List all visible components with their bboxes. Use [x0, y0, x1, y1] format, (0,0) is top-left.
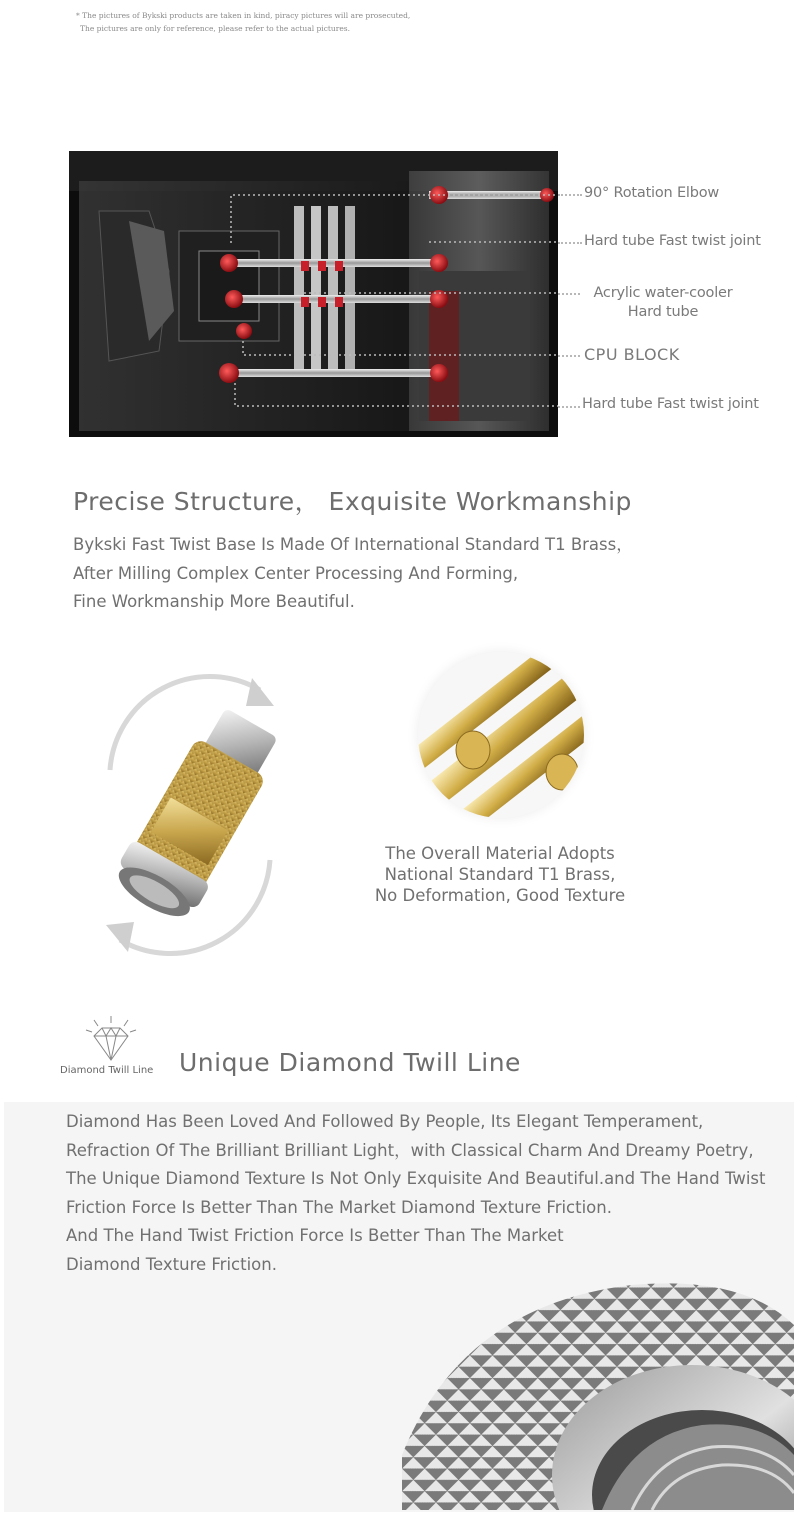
disclaimer-line-2: The pictures are only for reference, please refer to the actual pictures. [80, 24, 350, 33]
leader-joint-top [558, 242, 582, 244]
diamond-icon [84, 1016, 138, 1066]
leader-elbow [558, 194, 582, 196]
callout-acrylic-line1: Acrylic water-cooler [593, 285, 733, 301]
fitting-illustration [70, 660, 290, 970]
brass-rods-closeup [418, 652, 584, 818]
disclaimer-line-1: * The pictures of Bykski products are taken in kind, piracy pictures will are prosecuted, [76, 11, 411, 20]
section-title-precise: Precise Structure， Exquisite Workmanship [73, 487, 632, 516]
paragraph-line: After Milling Complex Center Processing And Forming, [73, 563, 519, 583]
section-paragraph-precise [73, 531, 633, 617]
material-line: The Overall Material Adopts [385, 844, 615, 863]
paragraph-line: The Unique Diamond Texture Is Not Only Exquisite And Beautiful.and The Hand Twist [66, 1169, 766, 1189]
callout-cpu-block: CPU BLOCK [584, 345, 680, 364]
material-description [360, 843, 640, 906]
paragraph-line: And The Hand Twist Friction Force Is Better Than The Market [66, 1226, 564, 1246]
knurled-ring-closeup [402, 1265, 794, 1510]
callout-elbow: 90° Rotation Elbow [584, 185, 720, 201]
section-title-diamond: Unique Diamond Twill Line [179, 1048, 521, 1077]
paragraph-line: Friction Force Is Better Than The Market Diamond Texture Friction. [66, 1197, 612, 1217]
callout-acrylic [584, 284, 742, 322]
paragraph-line: Fine Workmanship More Beautiful. [73, 592, 355, 611]
paragraph-line: Refraction Of The Brilliant Brilliant Light，with Classical Charm And Dreamy Poetry, [66, 1140, 754, 1160]
leader-acrylic [558, 293, 580, 295]
leader-cpu [558, 355, 580, 357]
material-line: No Deformation, Good Texture [374, 886, 626, 905]
paragraph-line: Diamond Has Been Loved And Followed By People, Its Elegant Temperament, [66, 1112, 704, 1131]
leader-joint-bottom [558, 406, 580, 408]
paragraph-line: Diamond Texture Friction. [66, 1254, 277, 1274]
section-paragraph-diamond [66, 1108, 765, 1280]
callout-joint-top: Hard tube Fast twist joint [584, 233, 761, 249]
material-line: National Standard T1 Brass, [384, 865, 616, 884]
callout-acrylic-line2: Hard tube [627, 304, 699, 320]
callout-joint-bottom: Hard tube Fast twist joint [582, 396, 759, 412]
hero-photo [69, 151, 558, 437]
diamond-icon-caption: Diamond Twill Line [60, 1065, 154, 1076]
paragraph-line: Bykski Fast Twist Base Is Made Of International Standard T1 Brass， [73, 535, 633, 554]
disclaimer [76, 9, 410, 35]
